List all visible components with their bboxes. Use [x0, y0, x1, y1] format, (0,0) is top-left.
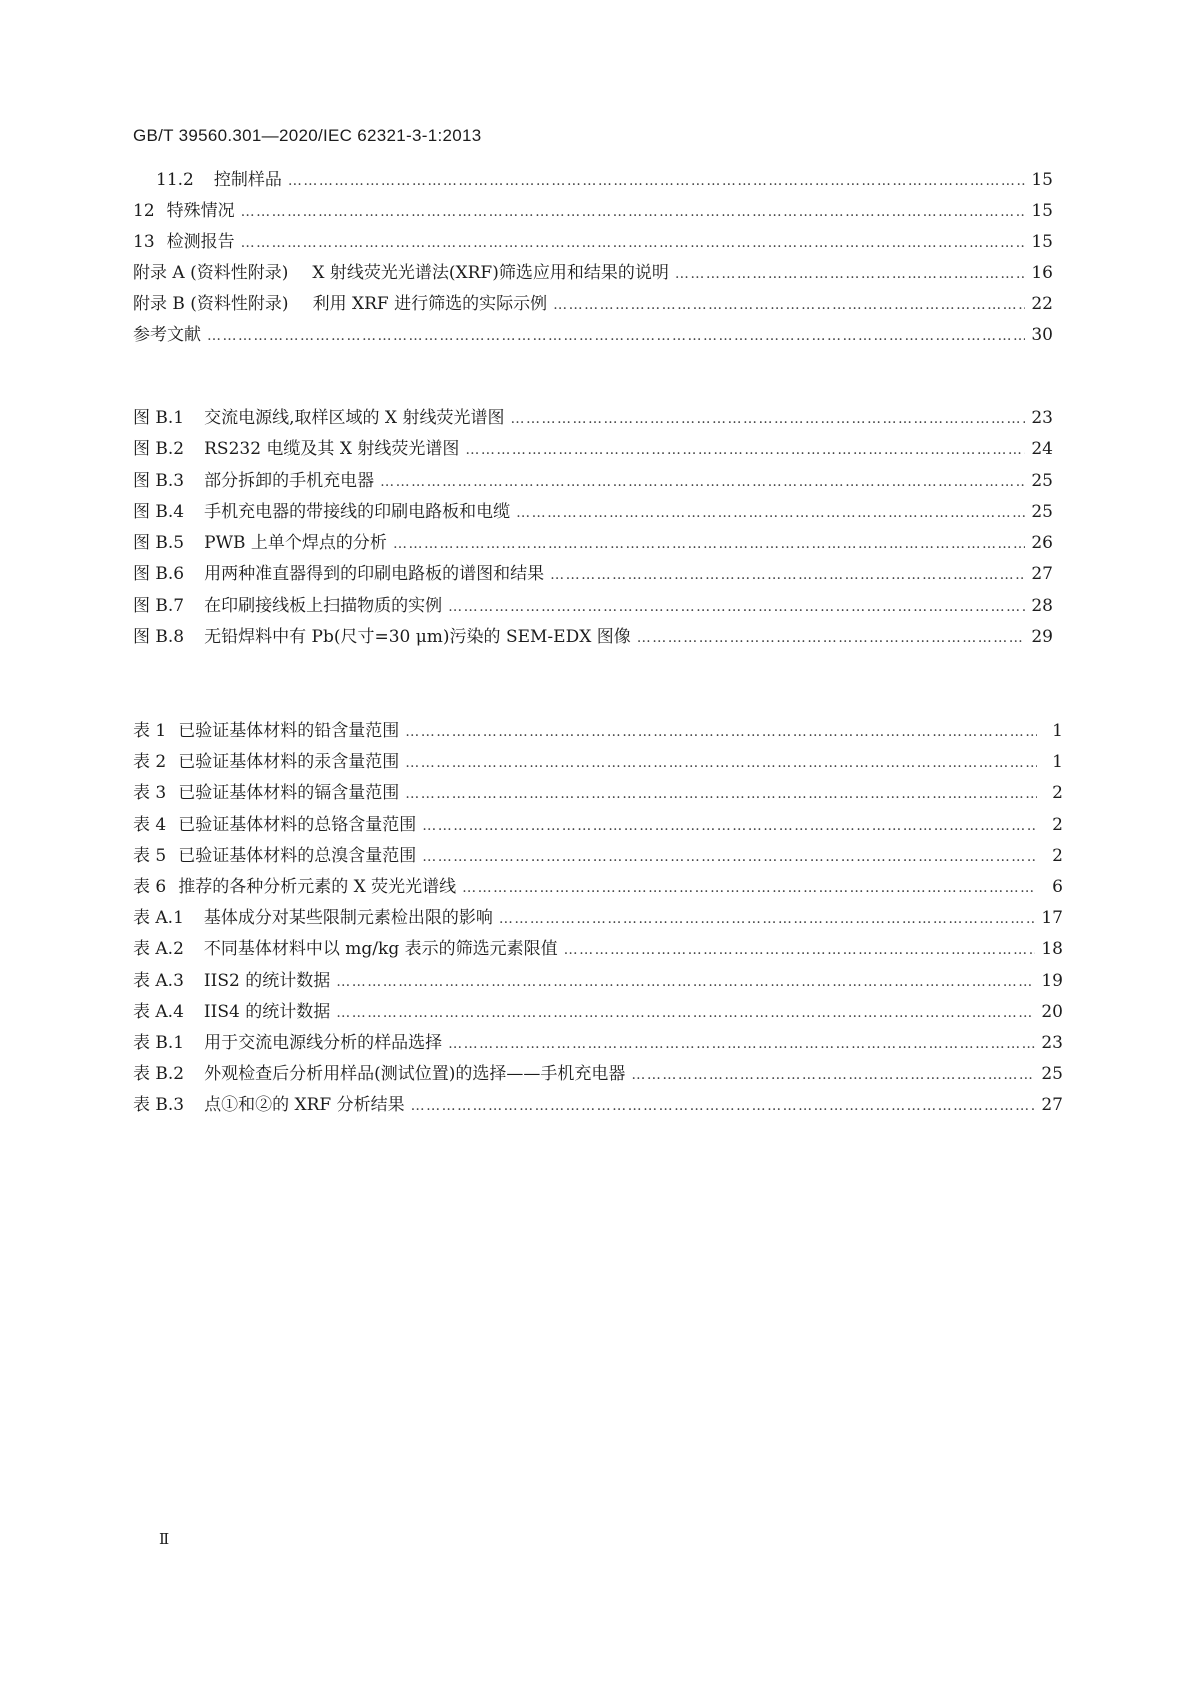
table-page: 1 — [1052, 752, 1063, 773]
figure-page: 28 — [1031, 595, 1053, 616]
toc-entry-page: 15 — [1031, 201, 1053, 221]
table-number: 表 A.3 — [133, 970, 184, 991]
table-entry[interactable] — [133, 934, 1063, 965]
figure-entry[interactable] — [133, 434, 1053, 465]
table-number: 表 1 — [133, 721, 167, 741]
leader-dots — [336, 998, 1035, 1029]
leader-dots — [380, 467, 1025, 498]
page-number: Ⅱ — [159, 1530, 170, 1548]
toc-appendix-entry[interactable] — [133, 258, 1053, 289]
figure-page: 25 — [1031, 470, 1053, 491]
table-number: 表 B.3 — [133, 1095, 185, 1116]
leader-dots — [405, 748, 1037, 779]
figure-entry[interactable] — [133, 528, 1053, 559]
figure-page: 23 — [1031, 408, 1053, 428]
toc-entry-title: 控制样品 — [213, 170, 282, 190]
table-page: 18 — [1041, 939, 1063, 960]
table-entry[interactable] — [133, 903, 1063, 934]
figure-number: 图 B.3 — [133, 470, 185, 491]
leader-dots — [405, 779, 1037, 810]
leader-dots — [465, 435, 1025, 466]
table-number: 表 A.1 — [133, 908, 184, 929]
standard-header: GB/T 39560.301—2020/IEC 62321-3-1:2013 — [133, 126, 482, 145]
table-entry[interactable] — [133, 1028, 1063, 1059]
figure-page: 26 — [1031, 533, 1053, 554]
table-entry[interactable] — [133, 966, 1063, 997]
toc-entry-page: 15 — [1031, 170, 1053, 190]
toc-entry-page: 15 — [1031, 232, 1053, 252]
toc-entry-title: 利用 XRF 进行筛选的实际示例 — [312, 294, 548, 314]
table-page: 27 — [1041, 1095, 1063, 1116]
table-number: 表 B.1 — [133, 1032, 185, 1053]
toc-entry-number: 12 — [133, 201, 155, 221]
table-title: 已验证基体材料的总铬含量范围 — [178, 814, 417, 835]
table-page: 2 — [1052, 845, 1063, 866]
toc-entry[interactable] — [133, 227, 1053, 258]
figure-page: 24 — [1031, 439, 1053, 460]
leader-dots — [637, 623, 1026, 654]
table-entry[interactable] — [133, 747, 1063, 778]
toc-entry-title: X 射线荧光光谱法(XRF)筛选应用和结果的说明 — [312, 263, 669, 283]
figure-entry[interactable] — [133, 466, 1053, 497]
toc-appendix-entry[interactable] — [133, 289, 1053, 320]
leader-dots — [241, 197, 1026, 228]
leader-dots — [241, 228, 1026, 259]
table-title: 已验证基体材料的总溴含量范围 — [178, 845, 417, 866]
figure-number: 图 B.4 — [133, 501, 185, 522]
table-entry[interactable] — [133, 778, 1063, 809]
table-title: 已验证基体材料的镉含量范围 — [178, 783, 400, 804]
leader-dots — [499, 904, 1035, 935]
figure-number: 图 B.6 — [133, 564, 185, 585]
toc-entry-number: 附录 B (资料性附录) — [133, 294, 289, 314]
table-entry[interactable] — [133, 1090, 1063, 1121]
table-page: 17 — [1041, 908, 1063, 929]
table-entry[interactable] — [133, 1059, 1063, 1090]
toc-entry-title: 参考文献 — [133, 325, 201, 345]
table-entry[interactable] — [133, 997, 1063, 1028]
leader-dots — [462, 873, 1037, 904]
leader-dots — [422, 811, 1037, 842]
table-number: 表 5 — [133, 845, 167, 866]
leader-dots — [510, 404, 1025, 435]
figure-number: 图 B.7 — [133, 595, 185, 616]
figure-title: 部分拆卸的手机充电器 — [204, 470, 375, 491]
figure-page: 29 — [1031, 627, 1053, 648]
toc-entry-title: 特殊情况 — [166, 201, 235, 221]
table-title: 不同基体材料中以 mg/kg 表示的筛选元素限值 — [203, 939, 558, 960]
toc-entry-number: 11.2 — [156, 170, 194, 190]
table-title: IIS2 的统计数据 — [203, 970, 331, 991]
leader-dots — [631, 1060, 1035, 1091]
figure-number: 图 B.8 — [133, 627, 185, 648]
table-entry[interactable] — [133, 872, 1063, 903]
toc-entry-number: 附录 A (资料性附录) — [133, 263, 289, 283]
table-title: 点①和②的 XRF 分析结果 — [204, 1095, 405, 1116]
table-title: 基体成分对某些限制元素检出限的影响 — [203, 908, 493, 929]
toc-main-list — [133, 165, 1053, 351]
leader-dots — [336, 967, 1035, 998]
toc-entry-page: 22 — [1031, 294, 1053, 314]
figure-page: 27 — [1031, 564, 1053, 585]
table-entry[interactable] — [133, 716, 1063, 747]
leader-dots — [675, 259, 1026, 290]
leader-dots — [405, 717, 1037, 748]
toc-entry[interactable] — [133, 165, 1053, 196]
figure-title: 交流电源线,取样区域的 X 射线荧光谱图 — [204, 408, 505, 428]
table-page: 2 — [1052, 783, 1063, 804]
leader-dots — [411, 1091, 1036, 1122]
toc-entry-page: 30 — [1031, 325, 1053, 345]
figure-entry[interactable] — [133, 591, 1053, 622]
figure-title: 无铅焊料中有 Pb(尺寸=30 μm)污染的 SEM-EDX 图像 — [204, 627, 631, 648]
leader-dots — [393, 529, 1025, 560]
table-title: IIS4 的统计数据 — [203, 1001, 331, 1022]
figure-title: 在印刷接线板上扫描物质的实例 — [204, 595, 443, 616]
figure-title: RS232 电缆及其 X 射线荧光谱图 — [204, 439, 460, 460]
figure-page: 25 — [1031, 501, 1053, 522]
leader-dots — [553, 290, 1025, 321]
toc-entry[interactable] — [133, 196, 1053, 227]
figure-number: 图 B.1 — [133, 408, 185, 428]
figure-number: 图 B.2 — [133, 439, 185, 460]
figure-number: 图 B.5 — [133, 533, 185, 554]
table-page: 6 — [1052, 876, 1063, 897]
toc-entry-number: 13 — [133, 232, 155, 252]
table-number: 表 3 — [133, 783, 167, 804]
leader-dots — [207, 321, 1025, 352]
table-page: 19 — [1041, 970, 1063, 991]
table-title: 已验证基体材料的汞含量范围 — [178, 752, 400, 773]
table-title: 外观检查后分析用样品(测试位置)的选择——手机充电器 — [204, 1064, 626, 1085]
leader-dots — [564, 935, 1036, 966]
figure-title: 手机充电器的带接线的印刷电路板和电缆 — [204, 501, 511, 522]
table-title: 已验证基体材料的铅含量范围 — [178, 721, 400, 741]
figure-title: PWB 上单个焊点的分析 — [204, 533, 387, 554]
table-title: 推荐的各种分析元素的 X 荧光光谱线 — [178, 876, 457, 897]
figure-entry[interactable] — [133, 622, 1053, 653]
table-title: 用于交流电源线分析的样品选择 — [204, 1032, 443, 1053]
figure-title: 用两种准直器得到的印刷电路板的谱图和结果 — [204, 564, 545, 585]
table-page: 20 — [1041, 1001, 1063, 1022]
table-page: 2 — [1052, 814, 1063, 835]
table-number: 表 6 — [133, 876, 167, 897]
figure-entry[interactable] — [133, 403, 1053, 434]
table-number: 表 A.4 — [133, 1001, 184, 1022]
leader-dots — [448, 592, 1025, 623]
leader-dots — [448, 1029, 1035, 1060]
figure-entry[interactable] — [133, 497, 1053, 528]
list-of-figures — [133, 403, 1053, 653]
figure-entry[interactable] — [133, 559, 1053, 590]
toc-entry-page: 16 — [1031, 263, 1053, 283]
leader-dots — [516, 498, 1025, 529]
toc-entry-references[interactable] — [133, 320, 1053, 351]
table-entry[interactable] — [133, 841, 1063, 872]
list-of-tables — [133, 716, 1063, 1121]
table-page: 1 — [1052, 721, 1063, 741]
table-page: 25 — [1041, 1064, 1063, 1085]
table-page: 23 — [1041, 1032, 1063, 1053]
table-number: 表 2 — [133, 752, 167, 773]
leader-dots — [288, 166, 1026, 197]
toc-entry-title: 检测报告 — [166, 232, 235, 252]
table-entry[interactable] — [133, 810, 1063, 841]
table-number: 表 B.2 — [133, 1064, 185, 1085]
table-number: 表 A.2 — [133, 939, 184, 960]
leader-dots — [550, 560, 1025, 591]
table-number: 表 4 — [133, 814, 167, 835]
leader-dots — [422, 842, 1037, 873]
